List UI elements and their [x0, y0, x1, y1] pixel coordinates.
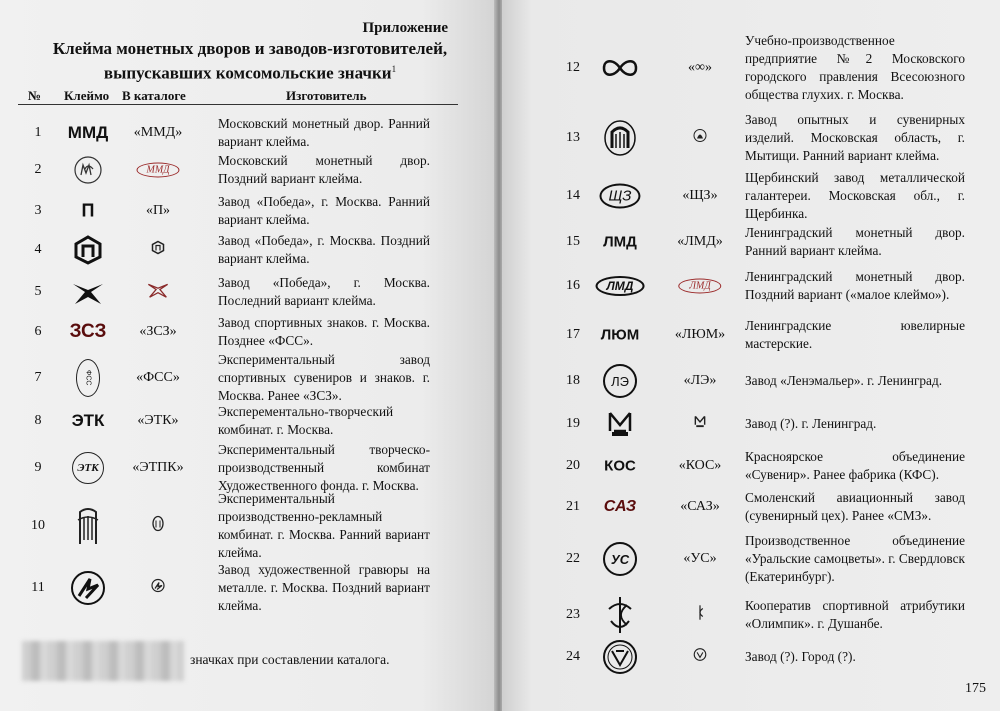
- title-line-2: выпускавших комсомольские значки: [103, 63, 392, 83]
- row-number: 3: [34, 203, 42, 218]
- header-maker: Изготовитель: [286, 88, 367, 103]
- stamp-fss-oval-logo: ФСС: [76, 359, 100, 397]
- header-catalog: В каталоге: [122, 88, 186, 103]
- row-number: 22: [566, 551, 580, 566]
- table-row: [0, 491, 496, 560]
- table-row: [502, 595, 1000, 635]
- maker-text: Завод спортивных знаков. г. Москва. Позднее «ФСС».: [218, 315, 430, 348]
- maker-text: Ленинградский монетный двор. Поздний вариант («малое клеймо»).: [745, 269, 965, 302]
- table-row: [502, 222, 1000, 262]
- maker-text: Завод художественной гравюры на металле. г. Москва. Поздний вариант клейма.: [218, 562, 430, 613]
- catalog-code: «ММД»: [133, 125, 183, 140]
- catalog-code: «КОС»: [678, 458, 722, 473]
- stamp-saz-logo: САЗ: [603, 498, 637, 515]
- catalog-code: «П»: [145, 203, 171, 218]
- maker-text: Московский монетный двор. Ранний вариант клейма.: [218, 116, 430, 149]
- catalog-unknown-small-icon: [694, 648, 707, 666]
- catalog-code: «ЩЗ»: [682, 188, 718, 203]
- footnote-mark: 1: [391, 64, 397, 74]
- footnote-text: значках при составлении каталога.: [190, 652, 390, 667]
- catalog-olimpik-small-icon: [694, 604, 706, 627]
- table-row: [502, 487, 1000, 527]
- catalog-pobeda-star-icon: [147, 281, 169, 304]
- stamp-p-logo: П: [81, 200, 95, 221]
- maker-text: Завод «Ленэмальер». г. Ленинград.: [745, 373, 943, 388]
- catalog-code: «УС»: [683, 551, 717, 566]
- stamp-pobeda-hexagon-icon: [73, 235, 103, 265]
- maker-text: Экспериментальный завод спортивных сувениров и знаков. г. Москва. Ранее «ЗСЗ».: [218, 352, 430, 403]
- table-row: [0, 113, 496, 153]
- catalog-mytishchi-small-icon: [693, 129, 707, 148]
- table-row: [502, 266, 1000, 306]
- row-number: 24: [566, 649, 580, 664]
- table-row: [502, 361, 1000, 401]
- table-row: [0, 442, 496, 493]
- stamp-shz-oval-logo: ЩЗ: [599, 184, 640, 209]
- table-row: [502, 446, 1000, 486]
- catalog-code: «ЛЭ»: [683, 373, 717, 388]
- row-number: 8: [34, 413, 42, 428]
- row-number: 19: [566, 416, 580, 431]
- row-number: 9: [34, 460, 42, 475]
- stamp-le-circle-logo: ЛЭ: [603, 364, 637, 398]
- row-number: 20: [566, 458, 580, 473]
- maker-text: Кооператив спортивной атрибутики «Олимпик». г. Душанбе.: [745, 598, 965, 631]
- table-row: [0, 312, 496, 352]
- right-page: [502, 0, 1000, 711]
- catalog-code: «∞»: [688, 60, 712, 75]
- maker-text: Экспериментальный производственно-рекламный комбинат. г. Москва. Ранний вариант клейма.: [218, 491, 430, 560]
- row-number: 13: [566, 130, 580, 145]
- catalog-code: «ФСС»: [136, 370, 180, 385]
- stamp-lmd-oval-logo: ЛМД: [596, 276, 645, 296]
- header-rule: [18, 104, 458, 105]
- catalog-lmd-oval-logo: ЛМД: [678, 279, 721, 294]
- row-number: 15: [566, 234, 580, 249]
- maker-text: Красноярское объединение «Сувенир». Ранее фабрика (КФС).: [745, 449, 965, 482]
- catalog-code: «ЛЮМ»: [674, 327, 726, 342]
- row-number: 23: [566, 607, 580, 622]
- maker-text: Завод «Победа», г. Москва. Поздний вариант клейма.: [218, 233, 430, 266]
- stamp-kos-logo: КОС: [604, 457, 636, 475]
- stamp-lmd-logo: ЛМД: [603, 233, 637, 251]
- maker-text: Завод «Победа», г. Москва. Последний вариант клейма.: [218, 275, 430, 308]
- maker-text: Завод опытных и сувенирных изделий. Московская область, г. Мытищи. Ранний вариант клейма.: [745, 112, 965, 163]
- stamp-us-circle-logo: УС: [603, 542, 637, 576]
- stamp-mmd-logo: ММД: [67, 123, 109, 142]
- row-number: 10: [31, 518, 45, 533]
- row-number: 1: [34, 125, 42, 140]
- catalog-pobeda-small-icon: [151, 241, 165, 260]
- page-title: [30, 38, 470, 84]
- stamp-mytishchi-circle-icon: [602, 118, 638, 158]
- redacted-area: [22, 641, 184, 681]
- stamp-olimpik-anchor-icon: [605, 595, 635, 635]
- maker-text: Эксперементально-творческий комбинат. г. Москва.: [218, 404, 394, 437]
- table-row: [502, 533, 1000, 584]
- catalog-code: «ЭТПК»: [132, 460, 184, 475]
- catalog-leningrad-crown-icon: [693, 415, 707, 434]
- maker-text: Экспериментальный творческо-производственный комбинат Художественного фонда. г. Москва.: [218, 442, 430, 493]
- appendix-label: Приложение: [362, 20, 448, 36]
- stamp-mmd-monogram-icon: [73, 153, 103, 187]
- row-number: 12: [566, 60, 580, 75]
- maker-text: Смоленский авиационный завод (сувенирный цех). Ранее «СМЗ».: [745, 490, 965, 523]
- table-row: [0, 191, 496, 231]
- title-line-1: Клейма монетных дворов и заводов-изготовителей,: [52, 39, 448, 58]
- table-row: [502, 404, 1000, 444]
- catalog-code: «ЭТК»: [137, 413, 179, 428]
- table-row: [502, 315, 1000, 355]
- row-number: 14: [566, 188, 580, 203]
- maker-text: Щербинский завод металлической галантереи. Московская обл., г. Щербинка.: [745, 170, 965, 221]
- catalog-rekl-small-icon: [152, 516, 164, 537]
- left-page: [0, 0, 496, 711]
- row-number: 4: [34, 242, 42, 257]
- table-row: [0, 272, 496, 312]
- stamp-leningrad-crown-icon: [606, 409, 634, 439]
- table-row: [502, 170, 1000, 221]
- table-row: [502, 637, 1000, 677]
- stamp-etk-logo: ЭТК: [71, 411, 105, 430]
- table-row: [0, 352, 496, 403]
- stamp-unknown-circle-icon: [602, 639, 638, 675]
- stamp-lyum-logo: ЛЮМ: [600, 326, 640, 344]
- row-number: 21: [566, 499, 580, 514]
- table-row: [0, 230, 496, 270]
- stamp-gravure-circle-icon: [70, 570, 106, 606]
- row-number: 17: [566, 327, 580, 342]
- maker-text: Ленинградские ювелирные мастерские.: [745, 318, 965, 351]
- stamp-zsz-logo: ЗСЗ: [69, 321, 107, 342]
- catalog-code: «ЗСЗ»: [139, 324, 177, 339]
- stamp-etpk-monogram-logo: ЭТК: [72, 452, 104, 484]
- catalog-mmd-oval-logo: ММД: [136, 163, 179, 178]
- catalog-code: «САЗ»: [680, 499, 720, 514]
- table-row: [502, 33, 1000, 102]
- row-number: 2: [34, 162, 42, 177]
- row-number: 7: [34, 370, 42, 385]
- row-number: 11: [31, 580, 45, 595]
- table-row: [0, 150, 496, 190]
- stamp-pobeda-star-icon: [71, 278, 105, 306]
- header-num: №: [28, 88, 42, 103]
- table-row: [0, 562, 496, 613]
- table-row: [0, 401, 496, 441]
- maker-text: Ленинградский монетный двор. Ранний вариант клейма.: [745, 225, 965, 258]
- catalog-gravure-small-icon: [151, 579, 165, 598]
- header-stamp: Клеймо: [64, 88, 110, 103]
- row-number: 18: [566, 373, 580, 388]
- maker-text: Учебно-производственное предприятие №2 Московского городского правления Всесоюзного общества глухих. г. Москва.: [745, 33, 965, 102]
- row-number: 5: [34, 284, 42, 299]
- page-number: 175: [965, 681, 986, 696]
- stamp-rekl-kombinat-icon: [75, 506, 101, 546]
- row-number: 6: [34, 324, 42, 339]
- stamp-infinity-icon: [600, 57, 640, 79]
- table-row: [502, 112, 1000, 163]
- maker-text: Завод (?). г. Ленинград.: [745, 416, 877, 431]
- row-number: 16: [566, 278, 580, 293]
- maker-text: Завод (?). Город (?).: [745, 649, 856, 664]
- maker-text: Московский монетный двор. Поздний вариант клейма.: [218, 153, 430, 186]
- maker-text: Производственное объединение «Уральские самоцветы». г. Свердловск (Екатеринбург).: [745, 533, 965, 584]
- catalog-code: «ЛМД»: [677, 234, 723, 249]
- maker-text: Завод «Победа», г. Москва. Ранний вариант клейма.: [218, 194, 430, 227]
